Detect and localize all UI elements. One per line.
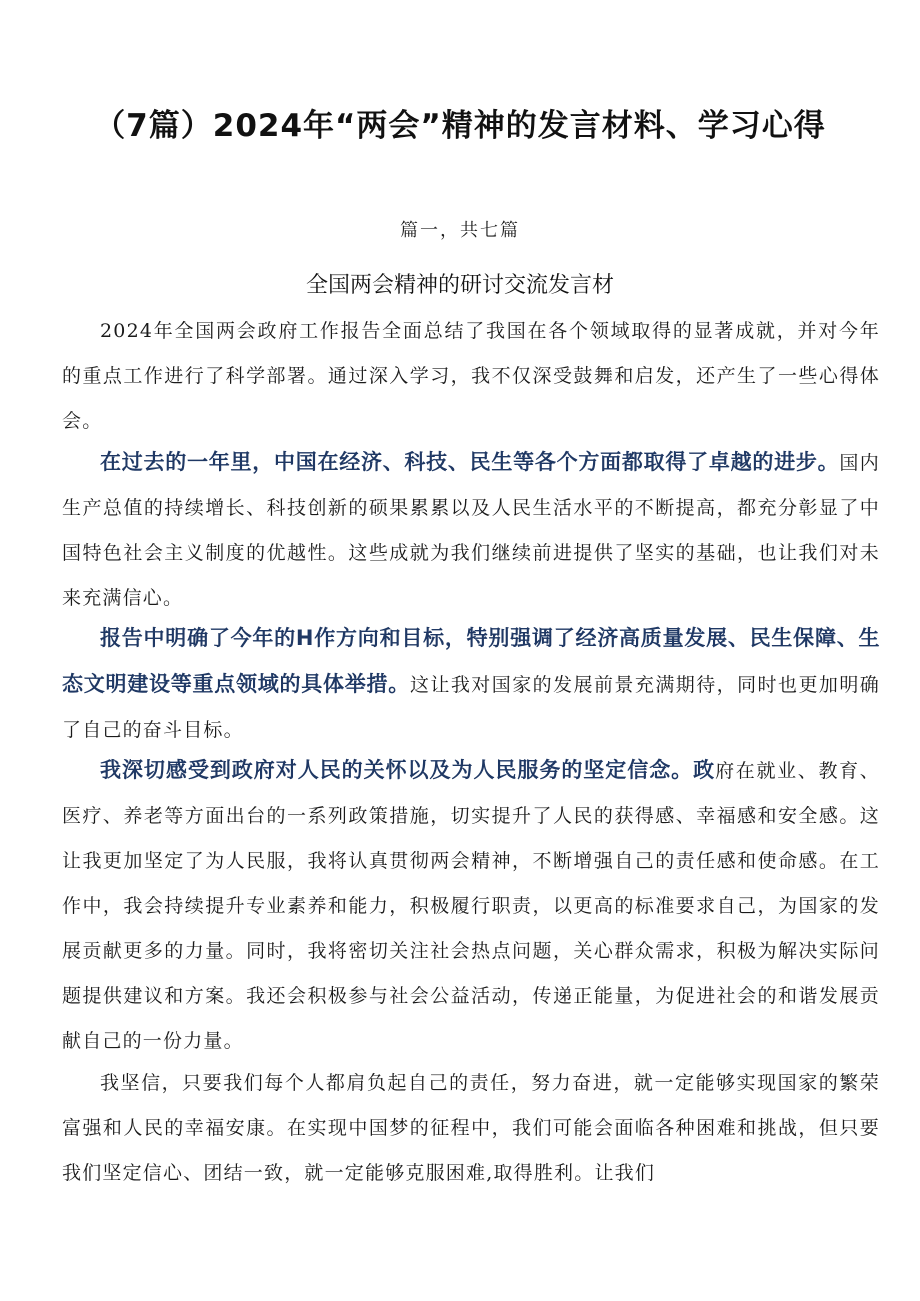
section-label: 篇一，共七篇 [400,220,520,241]
paragraph-2 [62,440,880,621]
paragraph-2-lead: 在过去的一年里，中国在经济、科技、民生等各个方面都取得了卓越的进步。 [100,450,840,474]
paragraph-1-text: 2024年全国两会政府工作报告全面总结了我国在各个领域取得的显著成就，并对今年的重点工作进行了科学部署。通过深入学习，我不仅深受鼓舞和启发，还产生了一些心得体会。 [62,320,880,432]
paragraph-4-text: 府在就业、教育、医疗、养老等方面出台的一系列政策措施，切实提升了人民的获得感、幸福感和安全感。这让我更加坚定了为人民服，我将认真贯彻两会精神，不断增强自己的责任感和使命感。在工作中，我会持续提升专业素养和能力，积极履行职责，以更高的标准要求自己，为国家的发展贡献更多的力量。同时，我将密切关注社会热点问题，关心群众需求，积极为解决实际问题提供建议和方案。我还会积极参与社会公益活动，传递正能量，为促进社会的和谐发展贡献自己的一份力量。 [62,760,881,1052]
paragraph-4 [62,748,880,1064]
document-title: （7篇）2024年“两会”精神的发言材料、学习心得 [94,108,826,144]
paragraph-3-lead: 报告中明确了今年的H作方向和目标，特别强调了经济高质量发展、民生保障、生态文明建设等重点领域的具体举措。 [62,626,880,696]
paragraph-5-text: 我坚信，只要我们每个人都肩负起自己的责任，努力奋进，就一定能够实现国家的繁荣富强和人民的幸福安康。在实现中国梦的征程中，我们可能会面临各种困难和挑战，但只要我们坚定信心、团结一致，就一定能够克服困难,取得胜利。让我们 [62,1072,880,1184]
section-heading: 全国两会精神的研讨交流发言材 [305,273,614,298]
paragraph-5 [62,1060,880,1196]
paragraph-3 [62,616,880,753]
paragraph-4-lead: 我深切感受到政府对人民的关怀以及为人民服务的坚定信念。政 [100,758,716,782]
paragraph-2-text: 国内生产总值的持续增长、科技创新的硕果累累以及人民生活水平的不断提高，都充分彰显了中国特色社会主义制度的优越性。这些成就为我们继续前进提供了坚实的基础，也让我们对未来充满信心。 [62,452,881,609]
paragraph-3-text: 这让我对国家的发展前景充满期待，同时也更加明确了自己的奋斗目标。 [62,674,880,741]
paragraph-1 [62,308,880,444]
